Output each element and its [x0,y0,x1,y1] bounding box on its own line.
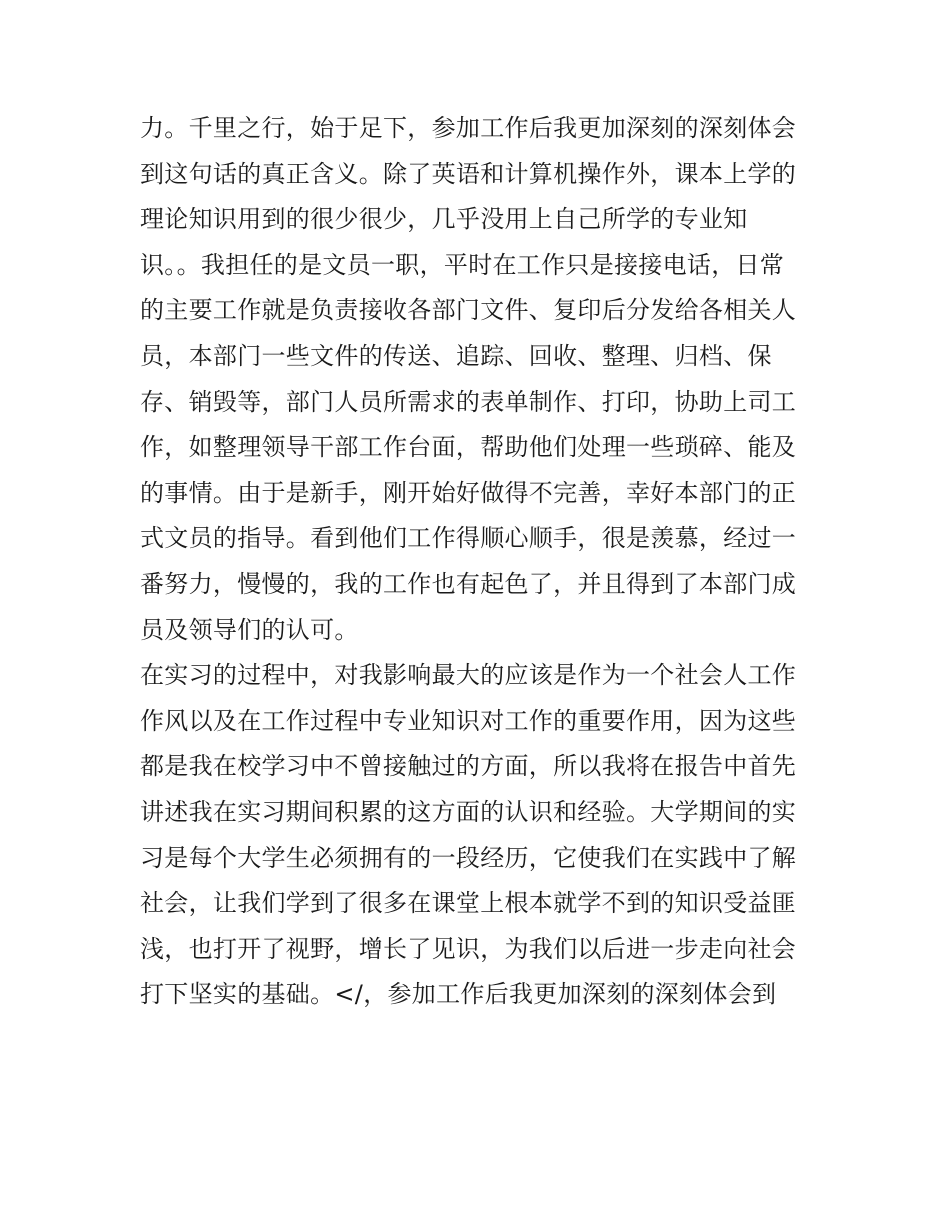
text-line: 番努力，慢慢的，我的工作也有起色了，并且得到了本部门成 [140,569,797,598]
text-line: 到这句话的真正含义。除了英语和计算机操作外，课本上学的 [140,159,797,188]
text-line: 作风以及在工作过程中专业知识对工作的重要作用，因为这些 [140,706,797,735]
body-text [140,106,820,1018]
text-line: 讲述我在实习期间积累的这方面的认识和经验。大学期间的实 [140,797,797,826]
text-line: 社会，让我们学到了很多在课堂上根本就学不到的知识受益匪 [140,889,797,918]
text-line: 打下坚实的基础。</，参加工作后我更加深刻的深刻体会到 [140,980,777,1009]
text-line: 在实习的过程中，对我影响最大的应该是作为一个社会人工作 [140,661,797,690]
text-line: 浅，也打开了视野，增长了见识，为我们以后进一步走向社会 [140,934,797,963]
text-line: 式文员的指导。看到他们工作得顺心顺手，很是羡慕，经过一 [140,524,797,553]
text-line: 的主要工作就是负责接收各部门文件、复印后分发给各相关人 [140,296,797,325]
text-line: 作，如整理领导干部工作台面，帮助他们处理一些琐碎、能及 [140,433,797,462]
text-line: 的事情。由于是新手，刚开始好做得不完善，幸好本部门的正 [140,478,797,507]
text-line: 理论知识用到的很少很少，几乎没用上自己所学的专业知 [140,205,748,234]
text-line: 力。千里之行，始于足下，参加工作后我更加深刻的深刻体会 [140,114,797,142]
text-line: 员及领导们的认可。 [140,615,359,644]
text-line: 存、销毁等，部门人员所需求的表单制作、打印，协助上司工 [140,387,797,416]
text-line: 识。。我担任的是文员一职，平时在工作只是接接电话，日常 [140,250,785,279]
text-line: 员，本部门一些文件的传送、追踪、回收、整理、归档、保 [140,341,772,370]
text-line: 习是每个大学生必须拥有的一段经历，它使我们在实践中了解 [140,843,797,872]
text-line: 都是我在校学习中不曾接触过的方面，所以我将在报告中首先 [140,752,797,781]
